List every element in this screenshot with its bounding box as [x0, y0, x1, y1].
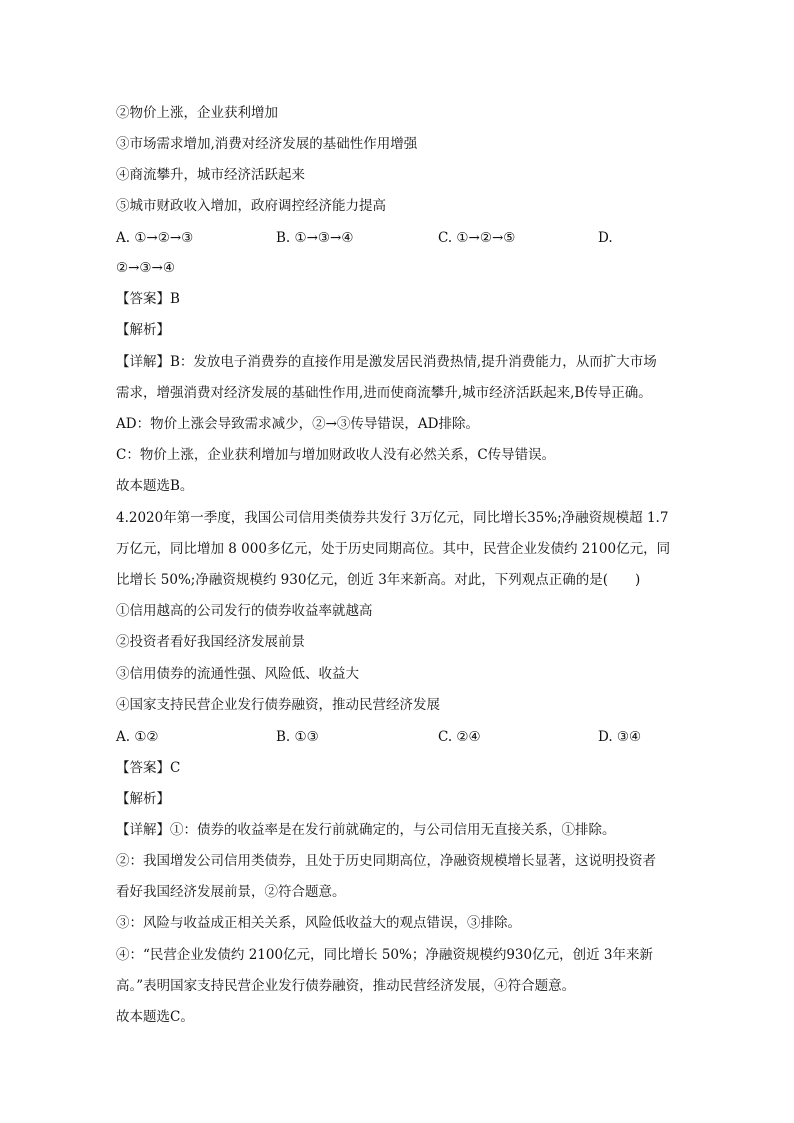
- q3-item-3: ③市场需求增加,消费对经济发展的基础性作用增强: [116, 136, 418, 152]
- q4-item-3: ③信用债券的流通性强、风险低、收益大: [116, 666, 359, 682]
- q3-analysis-line-3: AD：物价上涨会导致需求减少，②→③传导错误，AD排除。: [116, 416, 479, 432]
- q3-item-2: ②物价上涨，企业获利增加: [116, 105, 278, 121]
- q3-analysis-line-2: 需求，增强消费对经济发展的基础性作用,进而使商流攀升,城市经济活跃起来,B传导正确。: [116, 385, 652, 401]
- q3-option-d-label: D.: [598, 230, 613, 246]
- q4-option-b: B. ①③: [276, 729, 319, 745]
- q3-analysis-line-4: C：物价上涨，企业获利增加与增加财政收人没有必然关系，C传导错误。: [116, 447, 556, 463]
- q3-analysis-heading: 【解析】: [116, 322, 170, 338]
- q4-analysis-line-2: ②：我国增发公司信用类债券，且处于历史同期高位，净融资规模增长显著，这说明投资者: [116, 853, 656, 869]
- q3-item-5: ⑤城市财政收入增加，政府调控经济能力提高: [116, 198, 386, 214]
- q4-option-a: A. ①②: [116, 729, 159, 745]
- q3-analysis-line-1: 【详解】B：发放电子消费券的直接作用是激发居民消费热情,提升消费能力，从而扩大市场: [116, 354, 657, 370]
- q4-analysis-heading: 【解析】: [116, 791, 170, 807]
- q4-analysis-line-3: 看好我国经济发展前景，②符合题意。: [116, 884, 346, 900]
- q4-answer: 【答案】C: [116, 760, 181, 776]
- q3-analysis-conclusion: 故本题选B。: [116, 478, 194, 494]
- q4-analysis-line-5: ④：“民营企业发债约 2100亿元，同比增长 50%；净融资规模约930亿元，创近 3年来新: [116, 947, 653, 963]
- q4-analysis-line-4: ③：风险与收益成正相关关系，风险低收益大的观点错误，③排除。: [116, 915, 521, 931]
- q3-option-d-content: ②→③→④: [116, 260, 175, 276]
- q3-item-4: ④商流攀升，城市经济活跃起来: [116, 167, 305, 183]
- q3-answer: 【答案】B: [116, 291, 180, 307]
- q4-item-2: ②投资者看好我国经济发展前景: [116, 634, 305, 650]
- q4-analysis-line-1: 【详解】①：债券的收益率是在发行前就确定的，与公司信用无直接关系，①排除。: [116, 822, 616, 838]
- q4-analysis-conclusion: 故本题选C。: [116, 1009, 194, 1025]
- q4-stem-line-3: 比增长 50%;净融资规模约 930亿元，创近 3年来新高。对此，下列观点正确的是( ): [116, 572, 641, 588]
- q3-option-a: A. ①→②→③: [116, 230, 194, 246]
- q4-option-d: D. ③④: [598, 729, 642, 745]
- q4-stem-line-1: 4.2020年第一季度，我国公司信用类债券共发行 3万亿元，同比增长35%;净融资规模超 1.7: [116, 510, 669, 526]
- q3-option-b: B. ①→③→④: [276, 230, 354, 246]
- q4-analysis-line-6: 高。”表明国家支持民营企业发行债券融资，推动民营经济发展，④符合题意。: [116, 978, 576, 994]
- q4-option-c: C. ②④: [438, 729, 481, 745]
- q3-option-c: C. ①→②→⑤: [438, 230, 516, 246]
- q4-item-4: ④国家支持民营企业发行债券融资，推动民营经济发展: [116, 697, 440, 713]
- q4-stem-line-2: 万亿元，同比增加 8 000多亿元，处于历史同期高位。其中，民营企业发债约 2100亿元，同: [116, 541, 671, 557]
- q4-item-1: ①信用越高的公司发行的债券收益率就越高: [116, 603, 373, 619]
